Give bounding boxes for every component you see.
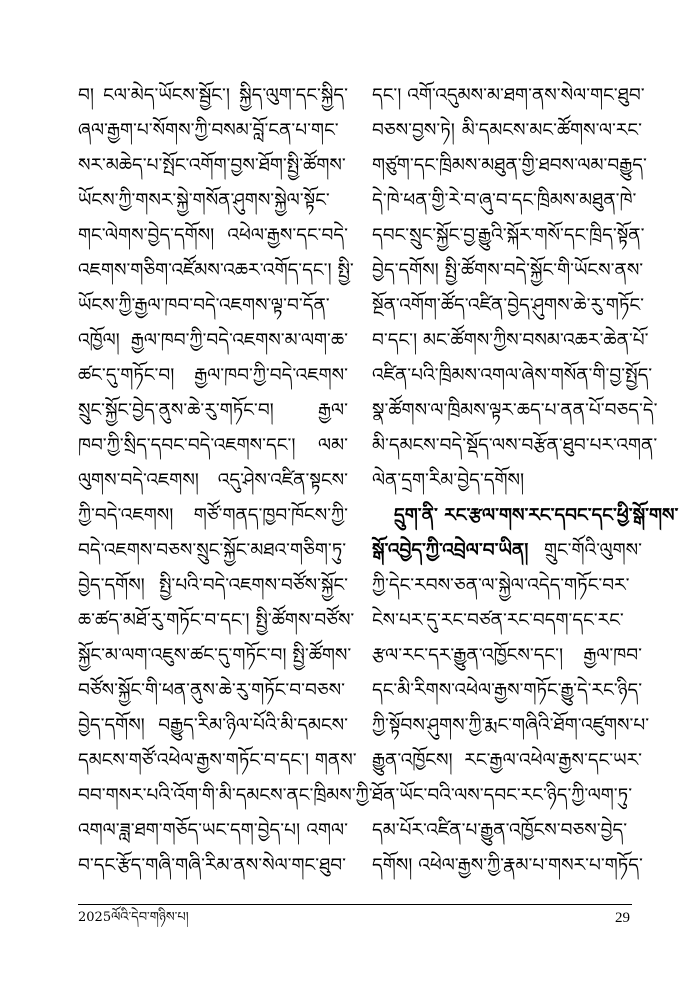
text-line: རྩལ་རང་དར་རྒྱུན་འཁྱོངས་དང་། རྒྱལ་ཁབ་ <box>372 645 642 666</box>
section-heading-tail: སྒོ་འབྱེད་ཀྱི་འབྲེལ་བ་ཡིན། <box>372 540 529 561</box>
text-line: དེ་ཁེ་ཕན་གྱི་རེ་བ་ཞུ་བ་དང་ཁྲིམས་མཐུན་ཁེ་ <box>372 190 637 211</box>
text-line: བབ་གསར་པའི་འོག་གི་མི་དམངས་ནང་ཁྲིམས་ཀྱི་ <box>78 785 373 806</box>
text-line: ཡོངས་ཀྱི་རྒྱལ་ཁབ་བདེ་འཇགས་ལྟ་བ་དོན་ <box>78 295 330 316</box>
text-line: ཀྱི་དེང་རབས་ཅན་ལ་སྐྱེལ་འདེད་གཏོང་བར་ <box>372 575 630 596</box>
text-line: བ་དང་རྩོད་གཞི་གཞི་རིམ་ནས་སེལ་གང་ཐུབ་ <box>78 855 347 876</box>
footer-divider <box>78 904 632 905</box>
text-line: ལུགས་བདེ་འཇགས། འདུ་ཤེས་འཛིན་སྟངས་ <box>78 470 348 491</box>
text-line: སར་མཆེད་པ་སྤོང་འགོག་བྱས་ཐོག་སྤྱི་ཚོགས་ <box>78 155 346 176</box>
text-line: བྱེད་དགོས། སྤྱི་པའི་བདེ་འཇགས་བཙོས་སྐྱོང་ <box>78 575 348 596</box>
text-line: སྲུང་སྐྱོང་བྱེད་ནུས་ཆེ་རུ་གཏོང་བ། རྒྱལ་ <box>78 400 348 421</box>
text-line: དབང་སྲུང་སྐྱོང་བྱ་རྒྱུའི་སྐོར་གསོ་དང་ཁྲིད་སྟོན་ <box>372 225 645 246</box>
text-line: གང་ལེགས་བྱེད་དགོས། འཕེལ་རྒྱས་དང་བདེ་ <box>78 225 348 246</box>
text-line: གཙུག་དང་ཁྲིམས་མཐུན་གྱི་ཐབས་ལམ་བརྒྱུད་ <box>372 155 647 176</box>
text-line: ཆ་ཚད་མཐོ་རུ་གཏོང་བ་དང་། སྤྱི་ཚོགས་བཙོས་ <box>78 610 355 631</box>
text-line: འཛིན་པའི་ཁྲིམས་འགལ་ཞེས་གསོན་གི་བྱ་སྤྱོད་ <box>372 365 653 386</box>
text-line: སྐྱོང་མ་ལག་འཇུས་ཚང་དུ་གཏོང་བ། སྤྱི་ཚོགས་ <box>78 645 352 666</box>
text-line: བདེ་འཇགས་བཅས་སྲུང་སྐྱོང་མཐའ་གཅིག་ཏུ་ <box>78 540 347 561</box>
text-line: ངེས་པར་དུ་རང་བཙན་རང་བདག་དང་རང་ <box>372 610 624 631</box>
text-line: ཡོངས་ཀྱི་གསར་སྐྱེ་གསོན་ཤུགས་སྐྱེལ་སྟོང་ <box>78 190 330 211</box>
text-line: ལེན་དྲག་རིམ་བྱེད་དགོས། <box>372 470 525 491</box>
text-line: ཀྱི་བདེ་འཇགས། གཙོ་གནད་ཁྱབ་ཁོངས་ཀྱི་ <box>78 505 348 526</box>
text-line: བཙོས་སྐྱོང་གི་ཕན་ནུས་ཆེ་རུ་གཏོང་བ་བཅས་ <box>78 680 346 701</box>
text-line: མི་དམངས་བདེ་སྡོད་ལས་བརྩོན་ཐུབ་པར་འགན་ <box>372 435 658 456</box>
text-line: དགོས། འཕེལ་རྒྱས་ཀྱི་རྣམ་པ་གསར་པ་གཏོད་ <box>372 855 643 876</box>
text-line: ཁབ་ཀྱི་སྲིད་དབང་བདེ་འཇགས་དང་། ལམ་ <box>78 435 348 456</box>
text-line: ཐོན་ཡོང་བའི་ལས་དབང་རང་ཉིད་ཀྱི་ལག་ཏུ་ <box>372 785 633 806</box>
text-line: སྣ་ཚོགས་ལ་ཁྲིམས་ལྟར་ཆད་པ་ནན་པོ་བཅད་དེ་ <box>372 400 658 421</box>
text-line: རྒྱུན་འཁྱོངས། རང་རྒྱལ་འཕེལ་རྒྱས་དང་ཡར་ <box>372 750 642 771</box>
text-line: འཁྱོལ། རྒྱལ་ཁབ་ཀྱི་བདེ་འཇགས་མ་ལག་ཆ་ <box>78 330 348 351</box>
text-line: ཚང་དུ་གཏོང་བ། རྒྱལ་ཁབ་ཀྱི་བདེ་འཇགས་ <box>78 365 348 386</box>
text-line: འགལ་ཟླ་ཐག་གཅོད་ཡང་དག་བྱེད་པ། འགལ་ <box>78 820 348 841</box>
text-line-tail: གྲུང་གོའི་ལུགས་ <box>543 540 642 561</box>
text-line: ཞལ་རྒྱག་པ་སོགས་ཀྱི་བསམ་བློ་ངན་པ་གང་ <box>78 120 339 141</box>
section-heading: དྲུག་ནི་ རང་རྩལ་གས་རང་དབང་དང་ཕྱི་སྒོ་གས་ <box>394 505 679 526</box>
text-line: ཀྱི་སྟོབས་ཤུགས་ཀྱི་རྨང་གཞིའི་ཐོག་འཛུགས་པ་ <box>372 715 650 736</box>
text-line: བ་དང་། མང་ཚོགས་ཀྱིས་བསམ་འཆར་ཆེན་པོ་ <box>372 330 649 351</box>
section-heading-line <box>372 533 642 568</box>
text-line: བ། ངལ་མེད་ཡོངས་སྦྱོང་། སྐྱིད་ལུག་དང་སྐྱིད་ <box>78 85 348 106</box>
text-line: དང་མི་རིགས་འཕེལ་རྒྱས་གཏོང་རྒྱུ་དེ་རང་ཉིད་ <box>372 680 643 701</box>
text-line: སྔོན་འགོག་ཚོད་འཛིན་བྱེད་ཤུགས་ཆེ་རུ་གཏོང་ <box>372 295 645 316</box>
text-line: བྱེད་དགོས། བརྒྱུད་རིམ་ཉིལ་པོའི་མི་དམངས་ <box>78 715 348 736</box>
page-number: 29 <box>615 910 630 926</box>
text-line: དང་། འགོ་འདུམས་མ་ཐག་ནས་སེལ་གང་ཐུབ་ <box>372 85 645 106</box>
text-line: བཅས་བྱས་ཏེ། མི་དམངས་མང་ཚོགས་ལ་རང་ <box>372 120 642 141</box>
text-line: བྱེད་དགོས། སྤྱི་ཚོགས་བདེ་སྐྱོང་གི་ཡོངས་ནས་ <box>372 260 644 281</box>
text-line: འཇགས་གཅིག་འཛོམས་འཆར་འགོད་དང་། སྤྱི་ <box>78 260 354 281</box>
right-text-column <box>372 78 679 883</box>
left-text-column <box>78 78 373 883</box>
text-line: དམངས་གཙོ་འཕེལ་རྒྱས་གཏོང་བ་དང་། གནས་ <box>78 750 357 771</box>
footer-issue-label: 2025ལོའི་དེབ་གཉིས་པ། <box>78 910 189 925</box>
text-line: དམ་པོར་འཛིན་པ་རྒྱུན་འཁྱོངས་བཅས་བྱེད་ <box>372 820 628 841</box>
